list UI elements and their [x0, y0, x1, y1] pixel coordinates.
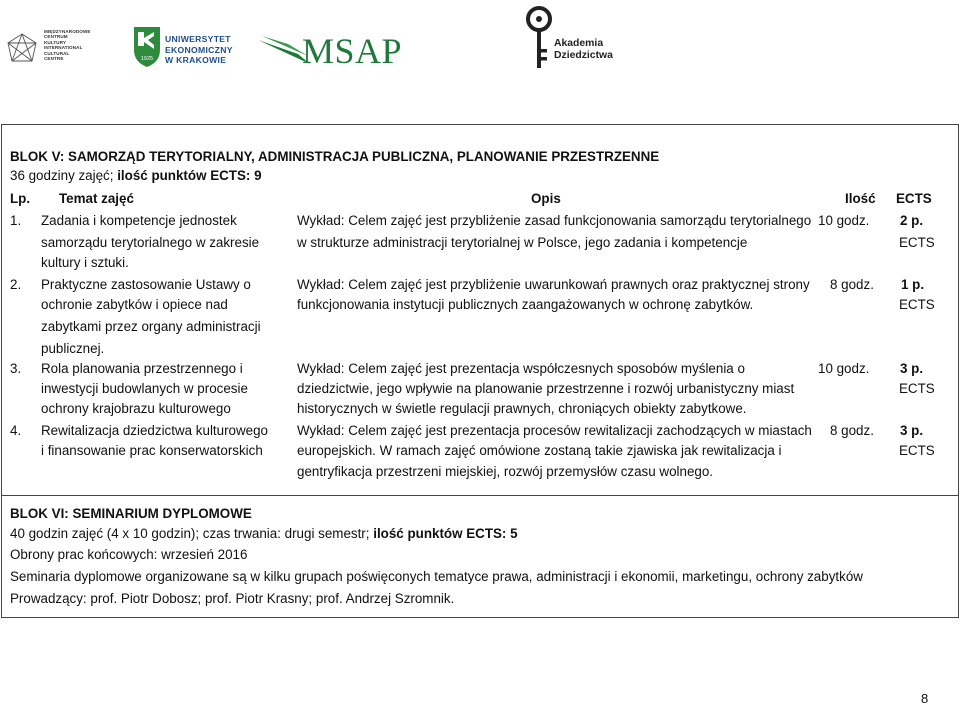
header-qty: Ilość	[845, 191, 876, 206]
block-v-hours-text: 36 godziny zajęć;	[10, 168, 118, 183]
row-number: 3.	[10, 361, 22, 376]
row-ects-points: 1 p.	[901, 277, 925, 292]
header-lp: Lp.	[10, 191, 31, 206]
row-ects-unit: ECTS	[899, 235, 935, 250]
svg-text:1925: 1925	[140, 56, 154, 62]
akademia-keyhole-icon	[524, 5, 554, 71]
row-ects-unit: ECTS	[899, 297, 935, 312]
block-v-title: BLOK V: SAMORZĄD TERYTORIALNY, ADMINISTRACJA PUBLICZNA, PLANOWANIE PRZESTRZENNE	[10, 149, 660, 164]
row-topic-line: Zadania i kompetencje jednostek	[41, 213, 237, 228]
block-separator	[2, 495, 958, 496]
row-topic-line: Rola planowania przestrzennego i	[41, 361, 243, 376]
row-ects-points: 2 p.	[900, 213, 924, 228]
row-topic-line: Rewitalizacja dziedzictwa kulturowego	[41, 423, 269, 438]
row-hours: 10 godz.	[818, 213, 870, 228]
mck-logo	[4, 27, 96, 73]
page-number: 8	[921, 691, 929, 706]
block-v-ects-total: ilość punktów ECTS: 9	[117, 168, 262, 183]
header-logos	[0, 0, 960, 80]
row-ects-points: 3 p.	[900, 361, 924, 376]
row-topic-line: zabytkami przez organy administracji	[41, 319, 261, 334]
row-desc-line: dziedzictwie, jego wpływie na planowanie przestrzenne i rozwój urbanistyczny miast	[297, 381, 795, 396]
row-number: 2.	[10, 277, 22, 292]
row-desc-line: historycznych w świetle regulacji prawnych, chroniących obiekty zabytkowe.	[297, 401, 747, 416]
mck-line: KULTURY	[44, 39, 67, 45]
ue-line: W KRAKOWIE	[165, 55, 227, 65]
row-desc-line: Wykład: Celem zajęć jest prezentacja procesów rewitalizacji zachodzących w miastach	[297, 423, 812, 438]
row-ects-points: 3 p.	[900, 423, 924, 438]
block-vi-seminars: Seminaria dyplomowe organizowane są w kilku grupach poświęconych tematyce prawa, administracji i ekonomii, marketingu, ochrony zabytków	[10, 569, 863, 584]
ue-crest-icon	[132, 24, 162, 68]
row-hours: 8 godz.	[830, 423, 874, 438]
block-vi-defense: Obrony prac końcowych: wrzesień 2016	[10, 547, 248, 562]
row-topic-line: ochronie zabytków i opiece nad	[41, 297, 228, 312]
row-desc-line: gentryfikacja przestrzeni miejskiej, rozwój przemysłów czasu wolnego.	[297, 464, 714, 479]
mck-logo-text	[44, 29, 91, 61]
mck-line: CULTURAL	[44, 50, 70, 56]
row-number: 4.	[10, 423, 22, 438]
mck-line: INTERNATIONAL	[44, 45, 83, 51]
msap-logo-text: MSAP	[302, 31, 403, 71]
block-v-hours	[10, 167, 262, 185]
mck-logo-icon	[4, 31, 40, 67]
row-desc-line: Wykład: Celem zajęć jest przybliżenie zasad funkcjonowania samorządu terytorialnego	[297, 213, 812, 228]
ue-logo	[132, 24, 232, 70]
row-desc-line: Wykład: Celem zajęć jest prezentacja współczesnych sposobów myślenia o	[297, 361, 745, 376]
row-ects-unit: ECTS	[899, 443, 935, 458]
block-vi-hours	[10, 525, 518, 543]
row-topic-line: i finansowanie prac konserwatorskich	[41, 443, 263, 458]
block-vi-title: BLOK VI: SEMINARIUM DYPLOMOWE	[10, 506, 252, 521]
row-desc-line: funkcjonowania instytucji publicznych zaangażowanych w ochronę zabytków.	[297, 297, 754, 312]
row-topic-line: inwestycji budowlanych w procesie	[41, 381, 248, 396]
row-desc-line: Wykład: Celem zajęć jest przybliżenie uwarunkowań prawnych oraz praktycznej strony	[297, 277, 810, 292]
block-vi-hours-text: 40 godzin zajęć (4 x 10 godzin); czas trwania: drugi semestr;	[10, 526, 374, 541]
ad-line: Dziedzictwa	[554, 50, 613, 61]
ue-line: UNIWERSYTET	[165, 34, 231, 44]
block-vi-instructors: Prowadzący: prof. Piotr Dobosz; prof. Piotr Krasny; prof. Andrzej Szromnik.	[10, 591, 455, 606]
msap-logo	[258, 31, 408, 74]
mck-line: MIĘDZYNARODOWE	[44, 29, 91, 34]
row-topic-line: publicznej.	[41, 341, 105, 356]
row-topic-line: Praktyczne zastosowanie Ustawy o	[41, 277, 251, 292]
header-ects: ECTS	[896, 191, 932, 206]
row-desc-line: w strukturze administracji terytorialnej w Polsce, jego zadania i kompetencje	[297, 235, 748, 250]
row-hours: 10 godz.	[818, 361, 870, 376]
row-number: 1.	[10, 213, 22, 228]
header-desc: Opis	[531, 191, 561, 206]
row-desc-line: europejskich. W ramach zajęć omówione zostaną takie zjawiska jak rewitalizacja i	[297, 443, 782, 458]
akademia-logo-text	[554, 38, 613, 62]
ue-logo-text	[165, 34, 233, 66]
akademia-logo	[524, 5, 613, 75]
ad-line: Akademia	[554, 38, 604, 49]
row-topic-line: ochrony krajobrazu kulturowego	[41, 401, 231, 416]
header-topic: Temat zajęć	[59, 191, 134, 206]
ue-line: EKONOMICZNY	[165, 44, 233, 55]
row-hours: 8 godz.	[830, 277, 874, 292]
row-topic-line: samorządu terytorialnego w zakresie	[41, 235, 260, 250]
row-ects-unit: ECTS	[899, 381, 935, 396]
row-topic-line: kultury i sztuki.	[41, 255, 129, 270]
mck-line: CENTRUM	[44, 34, 68, 40]
mck-line: CENTRE	[44, 56, 64, 62]
block-vi-ects-total: ilość punktów ECTS: 5	[373, 526, 518, 541]
